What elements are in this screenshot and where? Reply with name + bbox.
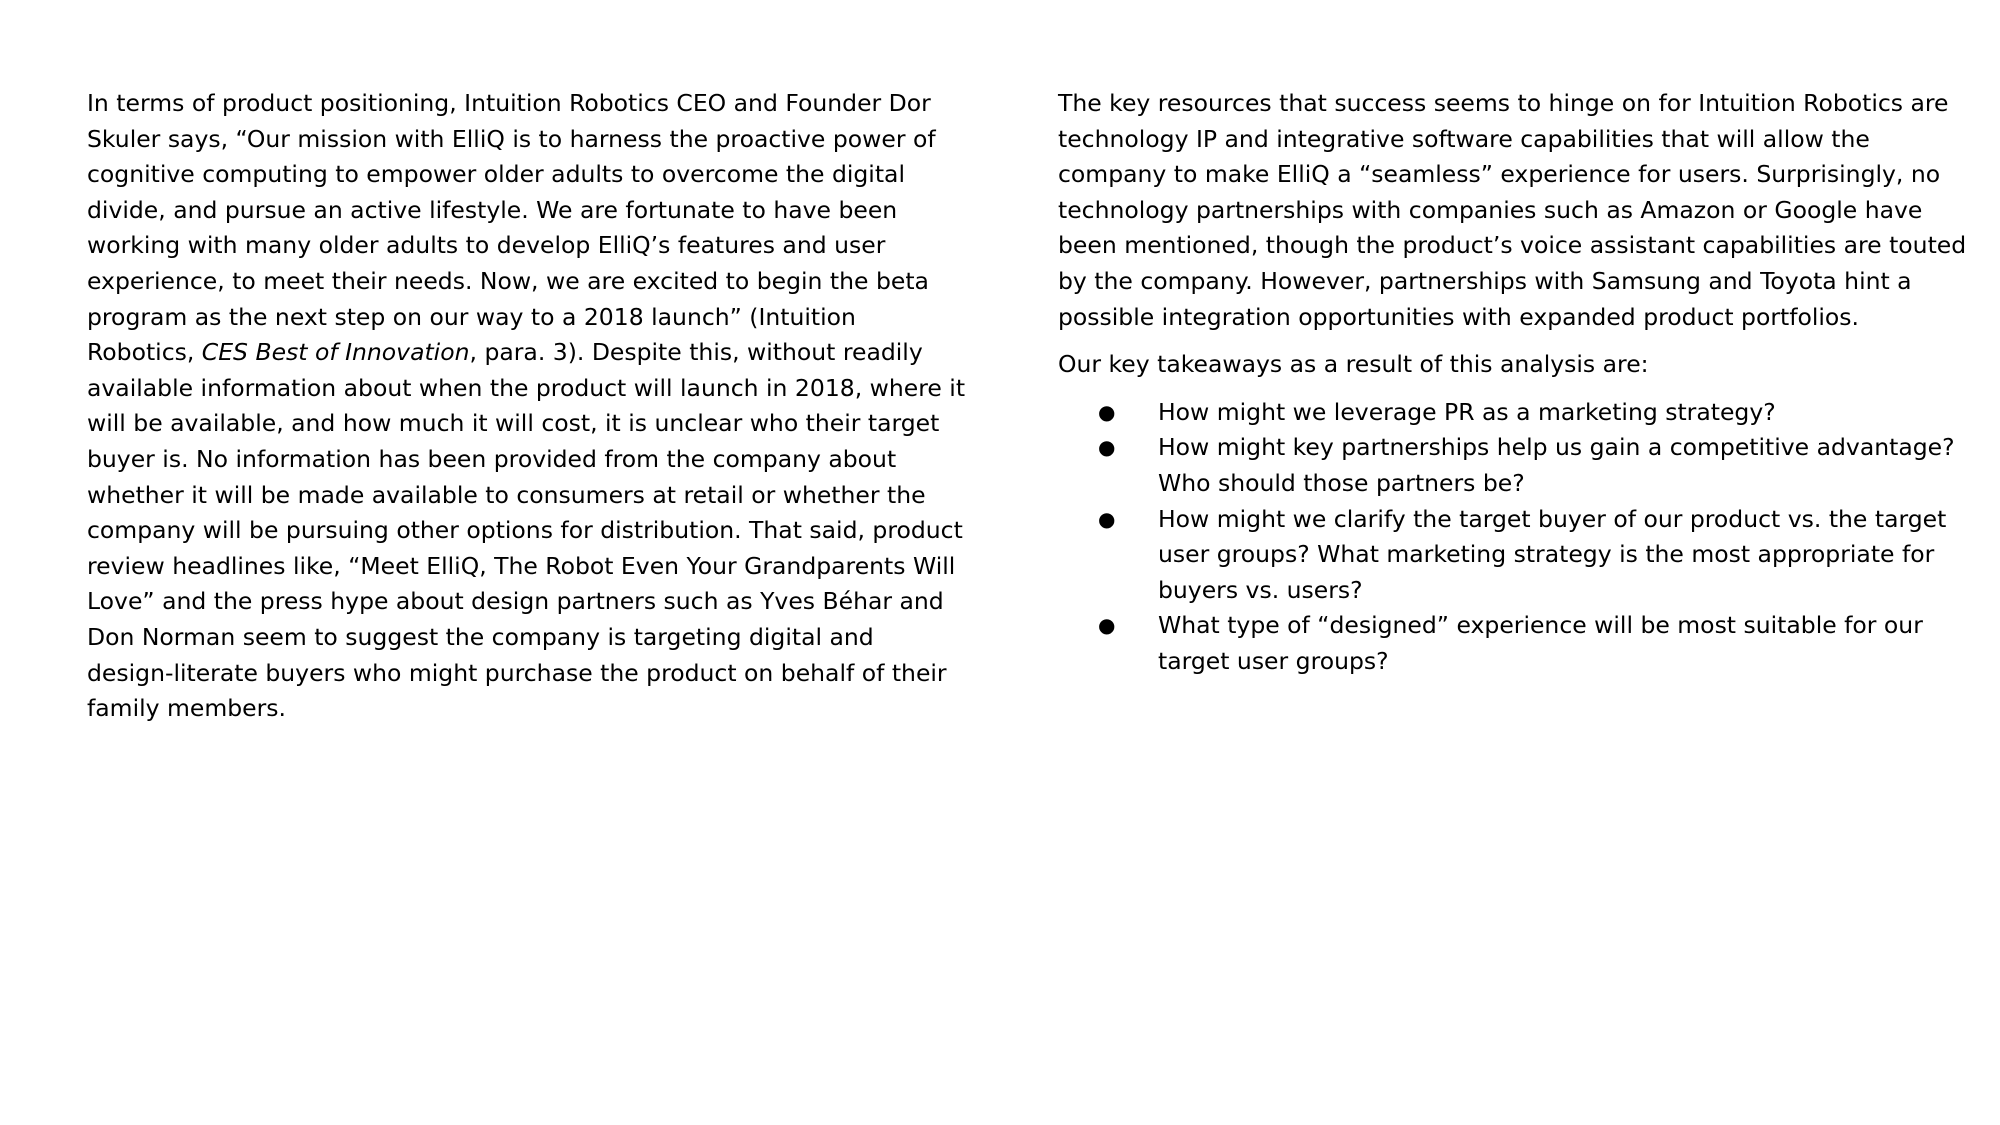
bullet-icon: ●	[1098, 506, 1116, 531]
takeaways-intro: Our key takeaways as a result of this analysis are:	[1058, 350, 1649, 379]
bullet-icon: ●	[1098, 399, 1116, 424]
bullet-icon: ●	[1098, 435, 1116, 460]
bullet-icon: ●	[1098, 613, 1116, 638]
resources-paragraph: The key resources that success seems to hinge on for Intuition Robotics are technology IP and integrative software capabilities that will allow the company to make ElliQ a “seamless” experience for users. Surprisingly, no technology partnerships with companies such as Amazon or Google have been mentioned, though the product’s voice assistant capabilities are touted by the company. However, partnerships with Samsung and Toyota hint a possible integration opportunities with expanded product portfolios.	[1058, 89, 1967, 331]
takeaway-text: How might key partnerships help us gain a competitive advantage? Who should those partners be?	[1158, 433, 1955, 497]
left-column	[87, 86, 967, 727]
list-item	[1058, 502, 1968, 609]
list-item	[1058, 395, 1968, 431]
positioning-paragraph	[87, 86, 967, 727]
list-item	[1058, 608, 1968, 679]
positioning-text-end: , para. 3). Despite this, without readily available information about when the product will launch in 2018, where it will be available, and how much it will cost, it is unclear who their target buyer is. No information has been provided from the company about whether it will be made available to consumers at retail or whether the company will be pursuing other options for distribution. That said, product review headlines like, “Meet ElliQ, The Robot Even Your Grandparents Will Love” and the press hype about design partners such as Yves Béhar and Don Norman seem to suggest the company is targeting digital and design-literate buyers who might purchase the product on behalf of their family members.	[87, 338, 966, 723]
list-item	[1058, 430, 1968, 501]
takeaway-text: How might we clarify the target buyer of our product vs. the target user groups? What marketing strategy is the most appropriate for buyers vs. users?	[1158, 504, 1947, 604]
takeaway-text: How might we leverage PR as a marketing strategy?	[1158, 397, 1776, 426]
takeaway-text: What type of “designed” experience will be most suitable for our target user groups?	[1158, 611, 1923, 675]
right-column	[1058, 86, 1968, 680]
positioning-text-start: In terms of product positioning, Intuition Robotics CEO and Founder Dor Skuler says, “Our mission with ElliQ is to harness the proactive power of cognitive computing to empower older adults to overcome the digital divide, and pursue an active lifestyle. We are fortunate to have been working with many older adults to develop ElliQ’s features and user experience, to meet their needs. Now, we are excited to begin the beta program as the next step on our way to a 2018 launch” (Intuition Robotics,	[87, 89, 936, 367]
takeaways-list	[1058, 395, 1968, 680]
citation-title: CES Best of Innovation	[201, 338, 470, 367]
